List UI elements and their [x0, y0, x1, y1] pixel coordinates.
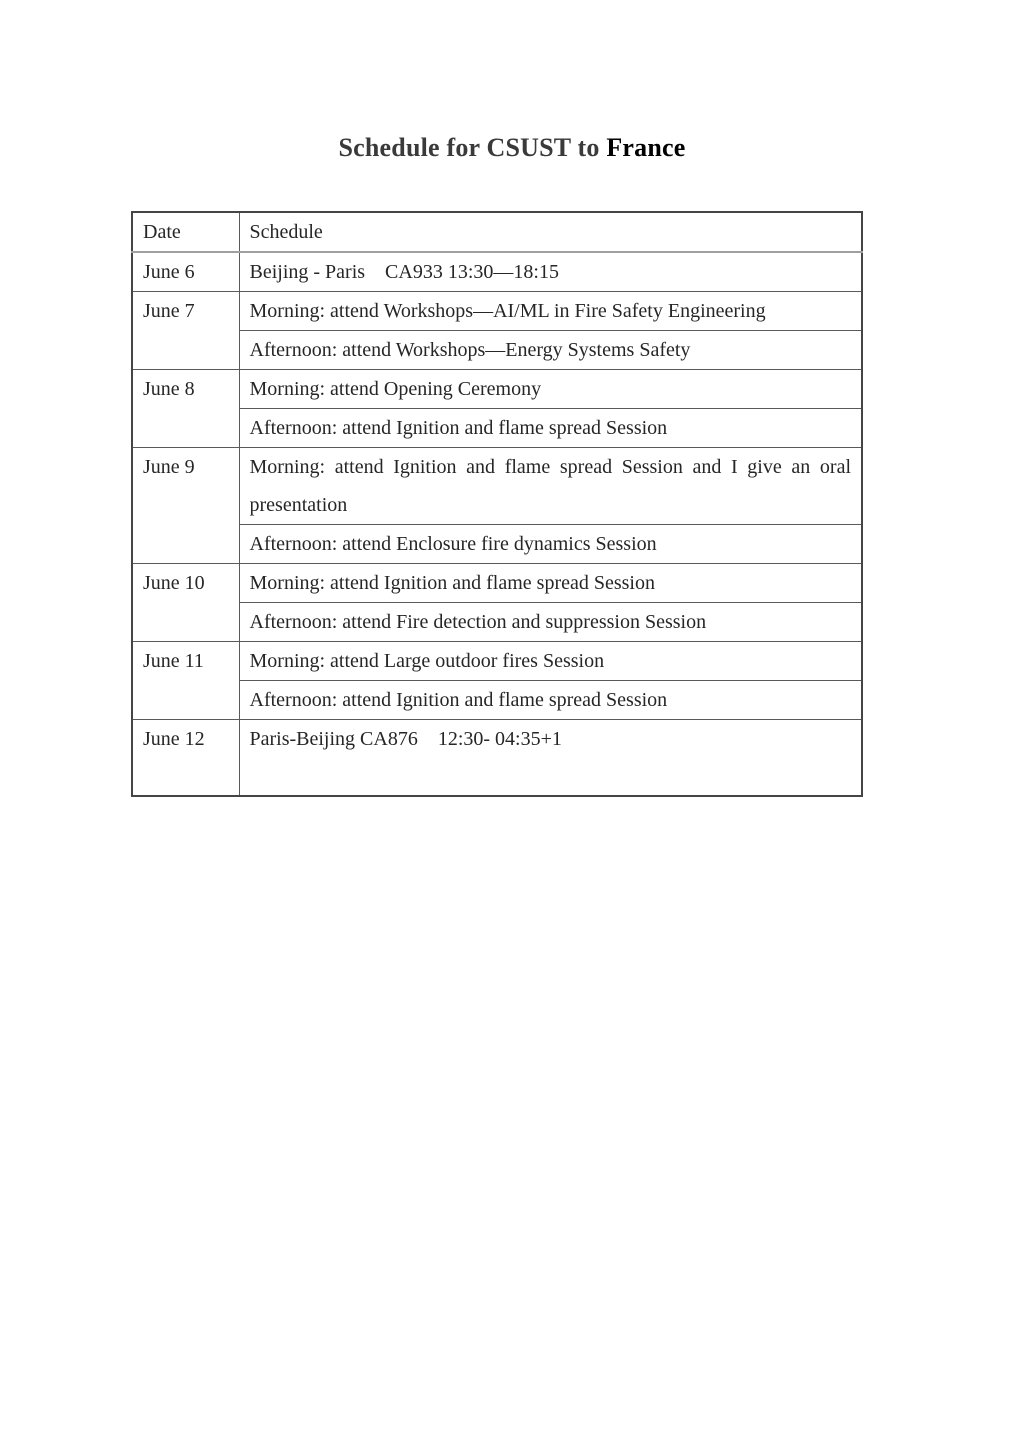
header-cell-date: Date	[132, 212, 239, 252]
schedule-table	[131, 211, 863, 797]
schedule-cell: Afternoon: attend Enclosure fire dynamics Session	[239, 525, 862, 564]
date-cell: June 11	[132, 642, 239, 720]
table-row	[132, 681, 862, 720]
table-row	[132, 292, 862, 331]
schedule-cell: Afternoon: attend Workshops—Energy Systems Safety	[239, 331, 862, 370]
table-row	[132, 564, 862, 603]
table-row	[132, 409, 862, 448]
schedule-cell: Afternoon: attend Ignition and flame spread Session	[239, 681, 862, 720]
date-cell: June 6	[132, 252, 239, 292]
header-cell-schedule: Schedule	[239, 212, 862, 252]
table-header-row	[132, 212, 862, 252]
table-row	[132, 603, 862, 642]
schedule-cell: Afternoon: attend Ignition and flame spread Session	[239, 409, 862, 448]
table-row	[132, 331, 862, 370]
date-cell: June 9	[132, 448, 239, 564]
table-row	[132, 448, 862, 525]
schedule-cell: Afternoon: attend Fire detection and suppression Session	[239, 603, 862, 642]
table-row	[132, 720, 862, 796]
date-cell: June 10	[132, 564, 239, 642]
table-row	[132, 525, 862, 564]
title-prefix: Schedule for CSUST to	[338, 133, 607, 162]
date-cell: June 8	[132, 370, 239, 448]
schedule-cell: Morning: attend Workshops—AI/ML in Fire Safety Engineering	[239, 292, 862, 331]
page-title	[0, 0, 1024, 165]
schedule-cell: Beijing - Paris CA933 13:30—18:15	[239, 252, 862, 292]
schedule-cell: Morning: attend Ignition and flame spread Session	[239, 564, 862, 603]
table-row	[132, 642, 862, 681]
date-cell: June 7	[132, 292, 239, 370]
title-destination: France	[606, 133, 686, 162]
table-row	[132, 370, 862, 409]
table-row	[132, 252, 862, 292]
schedule-cell: Morning: attend Opening Ceremony	[239, 370, 862, 409]
schedule-cell: Morning: attend Large outdoor fires Session	[239, 642, 862, 681]
schedule-cell: Paris-Beijing CA876 12:30- 04:35+1	[239, 720, 862, 796]
schedule-cell: Morning: attend Ignition and flame spread Session and I give an oral presentation	[239, 448, 862, 525]
date-cell: June 12	[132, 720, 239, 796]
